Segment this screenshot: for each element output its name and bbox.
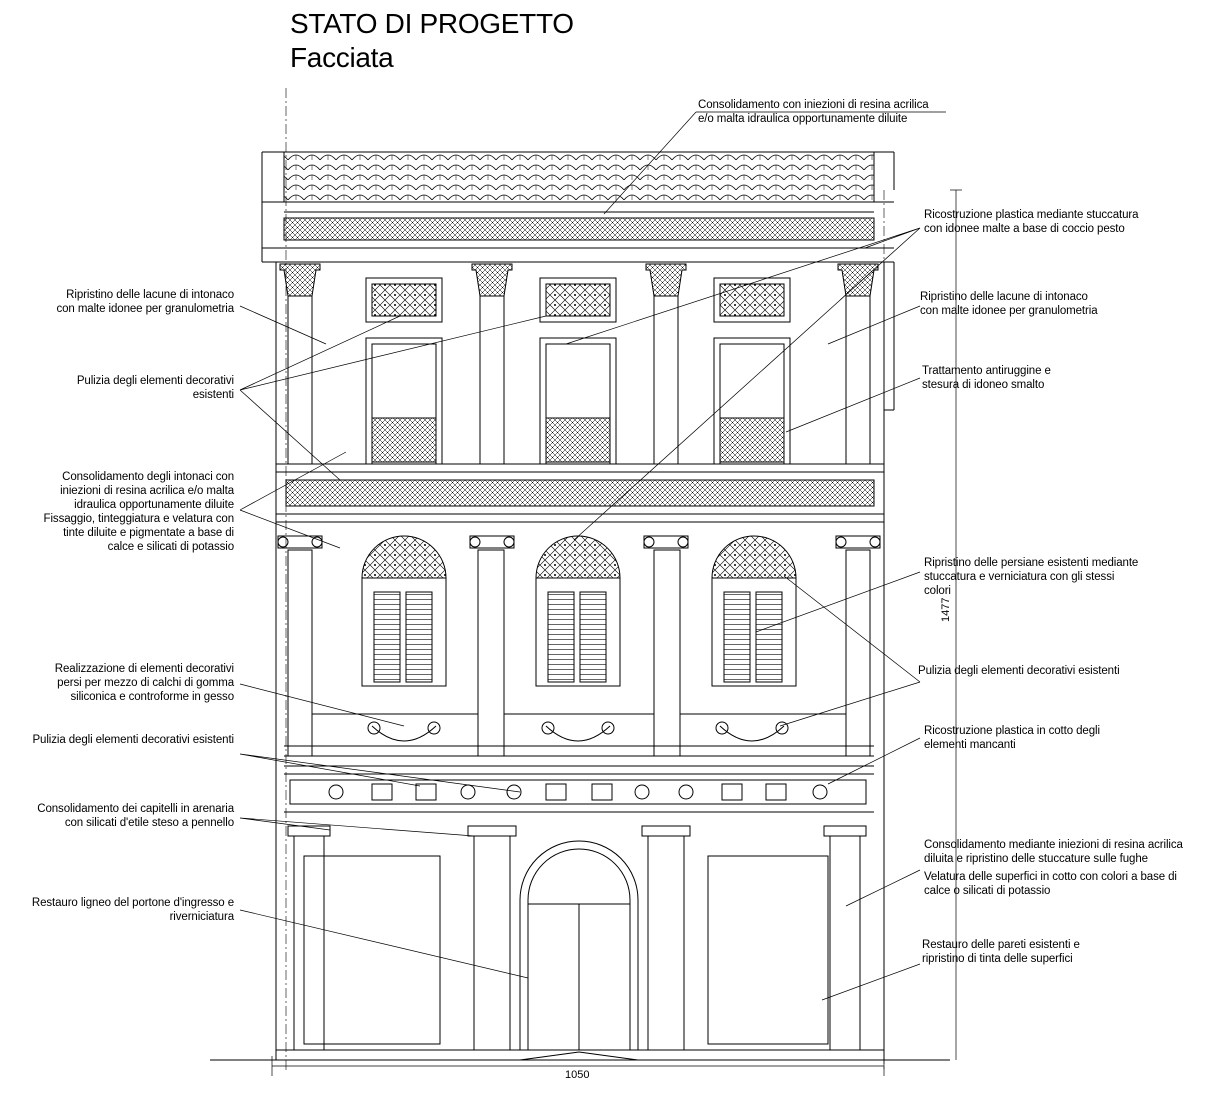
annotation-r9: Restauro delle pareti esistenti e ripristino di tinta delle superfici [922, 939, 1080, 965]
upper-floor [276, 264, 884, 522]
decorative-panels [366, 278, 790, 322]
annotation-l1: Ripristino delle lacune di intonaco con malte idonee per granulometria [56, 289, 234, 315]
frieze [284, 766, 874, 812]
roof [262, 152, 894, 262]
annotation-r1: Ricostruzione plastica mediante stuccatura con idonee malte a base di coccio pesto [924, 209, 1139, 235]
ground-floor [288, 826, 866, 1060]
annotation-l4: Realizzazione di elementi decorativi persi per mezzo di calchi di gomma siliconica e controforme in gesso [54, 663, 234, 703]
dimension-width: 1050 [565, 1069, 590, 1081]
frieze-masks [372, 784, 786, 800]
annotation-r8: Velatura delle superfici in cotto con colori a base di calce o silicati di potassio [924, 871, 1177, 897]
shop-window-right [708, 856, 828, 1044]
annotation-l5: Pulizia degli elementi decorativi esistenti [32, 734, 234, 746]
annotation-top: Consolidamento con iniezioni di resina acrilica e/o malta idraulica opportunamente diluite [698, 99, 929, 125]
arched-windows [362, 536, 796, 686]
annotation-r2: Ripristino delle lacune di intonaco con malte idonee per granulometria [920, 291, 1098, 317]
festoons [368, 722, 788, 741]
subtitle: Facciata [290, 42, 394, 73]
annotation-r6: Ricostruzione plastica in cotto degli elementi mancanti [924, 725, 1100, 751]
entrance-portal [520, 841, 638, 1060]
annotation-r5: Pulizia degli elementi decorativi esistenti [918, 665, 1120, 677]
annotation-l3: Consolidamento degli intonaci con iniezioni di resina acrilica e/o malta idraulica opportunamente diluite Fissaggio, tinteggiatura e velatura con tinte diluite e pigmentate a base di calce e silicati di potassio [43, 471, 234, 553]
dimension-height: 1477 [940, 597, 952, 622]
annotation-r7: Consolidamento mediante iniezioni di resina acrilica diluita e ripristino delle stuccature sulle fughe [924, 839, 1183, 865]
ground-pilasters [288, 826, 866, 1050]
annotation-r4: Ripristino delle persiane esistenti mediante stuccatura e verniciatura con gli stessi colori [924, 557, 1139, 597]
annotation-l7: Restauro ligneo del portone d'ingresso e riverniciatura [31, 897, 234, 923]
frieze-roundels [329, 785, 827, 799]
annotation-l2: Pulizia degli elementi decorativi esistenti [76, 375, 234, 401]
title: STATO DI PROGETTO [290, 8, 574, 39]
annotation-r3: Trattamento antiruggine e stesura di idoneo smalto [922, 365, 1051, 391]
iron-balconies [372, 418, 784, 462]
annotation-l6: Consolidamento dei capitelli in arenaria con silicati d'etile steso a pennello [37, 803, 234, 829]
